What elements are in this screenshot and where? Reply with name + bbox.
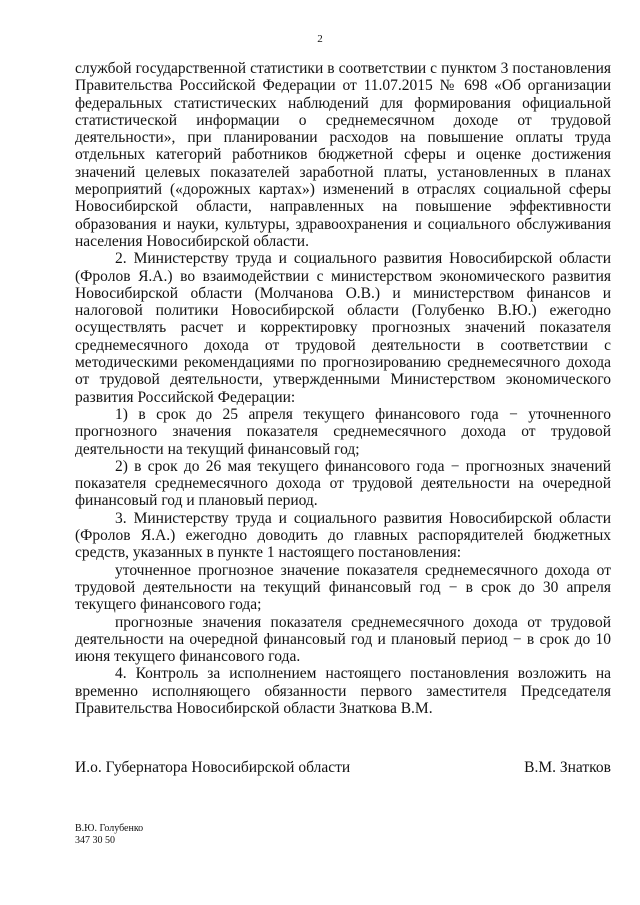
paragraph-item-2: 2. Министерству труда и социального развития Новосибирской области (Фролов Я.А.) во взаимодействии с министерством экономического развития Новосибирской области (Молчанова О.В.) и министерством финансов и налоговой политики Новосибирской области (Голубенко В.Ю.) ежегодно осуществлять расчет и корректировку прогнозных значений показателя среднемесячного дохода от трудовой деятельности в соответствии с методическими рекомендациями по прогнозированию среднемесячного дохода от трудовой деятельности, утвержденными Министерством экономического развития Российской Федерации: <box>75 250 611 406</box>
paragraph-subitem-1: 1) в срок до 25 апреля текущего финансового года − уточненного прогнозного значения показателя среднемесячного дохода от трудовой деятельности на текущий финансовый год; <box>75 405 611 458</box>
executor-block <box>75 823 143 847</box>
signatory-position: И.о. Губернатора Новосибирской области <box>75 759 351 776</box>
paragraph-item-3-forecast: прогнозные значения показателя среднемесячного дохода от трудовой деятельности на очередной финансовый год и плановый период − в срок до 10 июня текущего финансового года. <box>75 613 611 666</box>
paragraph-continuation: службой государственной статистики в соответствии с пунктом 3 постановления Правительства Российской Федерации от 11.07.2015 № 698 «Об организации федеральных статистических наблюдений для формирования официальной статистической информации о среднемесячном доходе от трудовой деятельности», при планировании расходов на повышение оплаты труда отдельных категорий работников бюджетной сферы и оценке достижения значений целевых показателей заработной платы, установленных в планах мероприятий («дорожных картах») изменений в отраслях социальной сферы Новосибирской области, направленных на повышение эффективности образования и науки, культуры, здравоохранения и социального обслуживания населения Новосибирской области. <box>75 60 611 250</box>
executor-phone: 347 30 50 <box>75 835 115 846</box>
paragraph-item-3-current: уточненное прогнозное значение показателя среднемесячного дохода от трудовой деятельности на текущий финансовый год − в срок до 30 апреля текущего финансового года; <box>75 561 611 614</box>
signature-block <box>75 759 611 777</box>
paragraph-item-4: 4. Контроль за исполнением настоящего постановления возложить на временно исполняющего обязанности первого заместителя Председателя Правительства Новосибирской области Знаткова В.М. <box>75 665 611 717</box>
paragraph-subitem-2: 2) в срок до 26 мая текущего финансового года − прогнозных значений показателя среднемесячного дохода от трудовой деятельности на очередной финансовый год и плановый период. <box>75 457 611 510</box>
executor-name: В.Ю. Голубенко <box>75 823 144 834</box>
document-body <box>75 60 611 717</box>
signatory-name: В.М. Знатков <box>524 759 611 776</box>
page-number: 2 <box>317 33 323 45</box>
paragraph-item-3: 3. Министерству труда и социального развития Новосибирской области (Фролов Я.А.) ежегодно доводить до главных распорядителей бюджетных средств, указанных в пункте 1 настоящего постановления: <box>75 509 611 562</box>
